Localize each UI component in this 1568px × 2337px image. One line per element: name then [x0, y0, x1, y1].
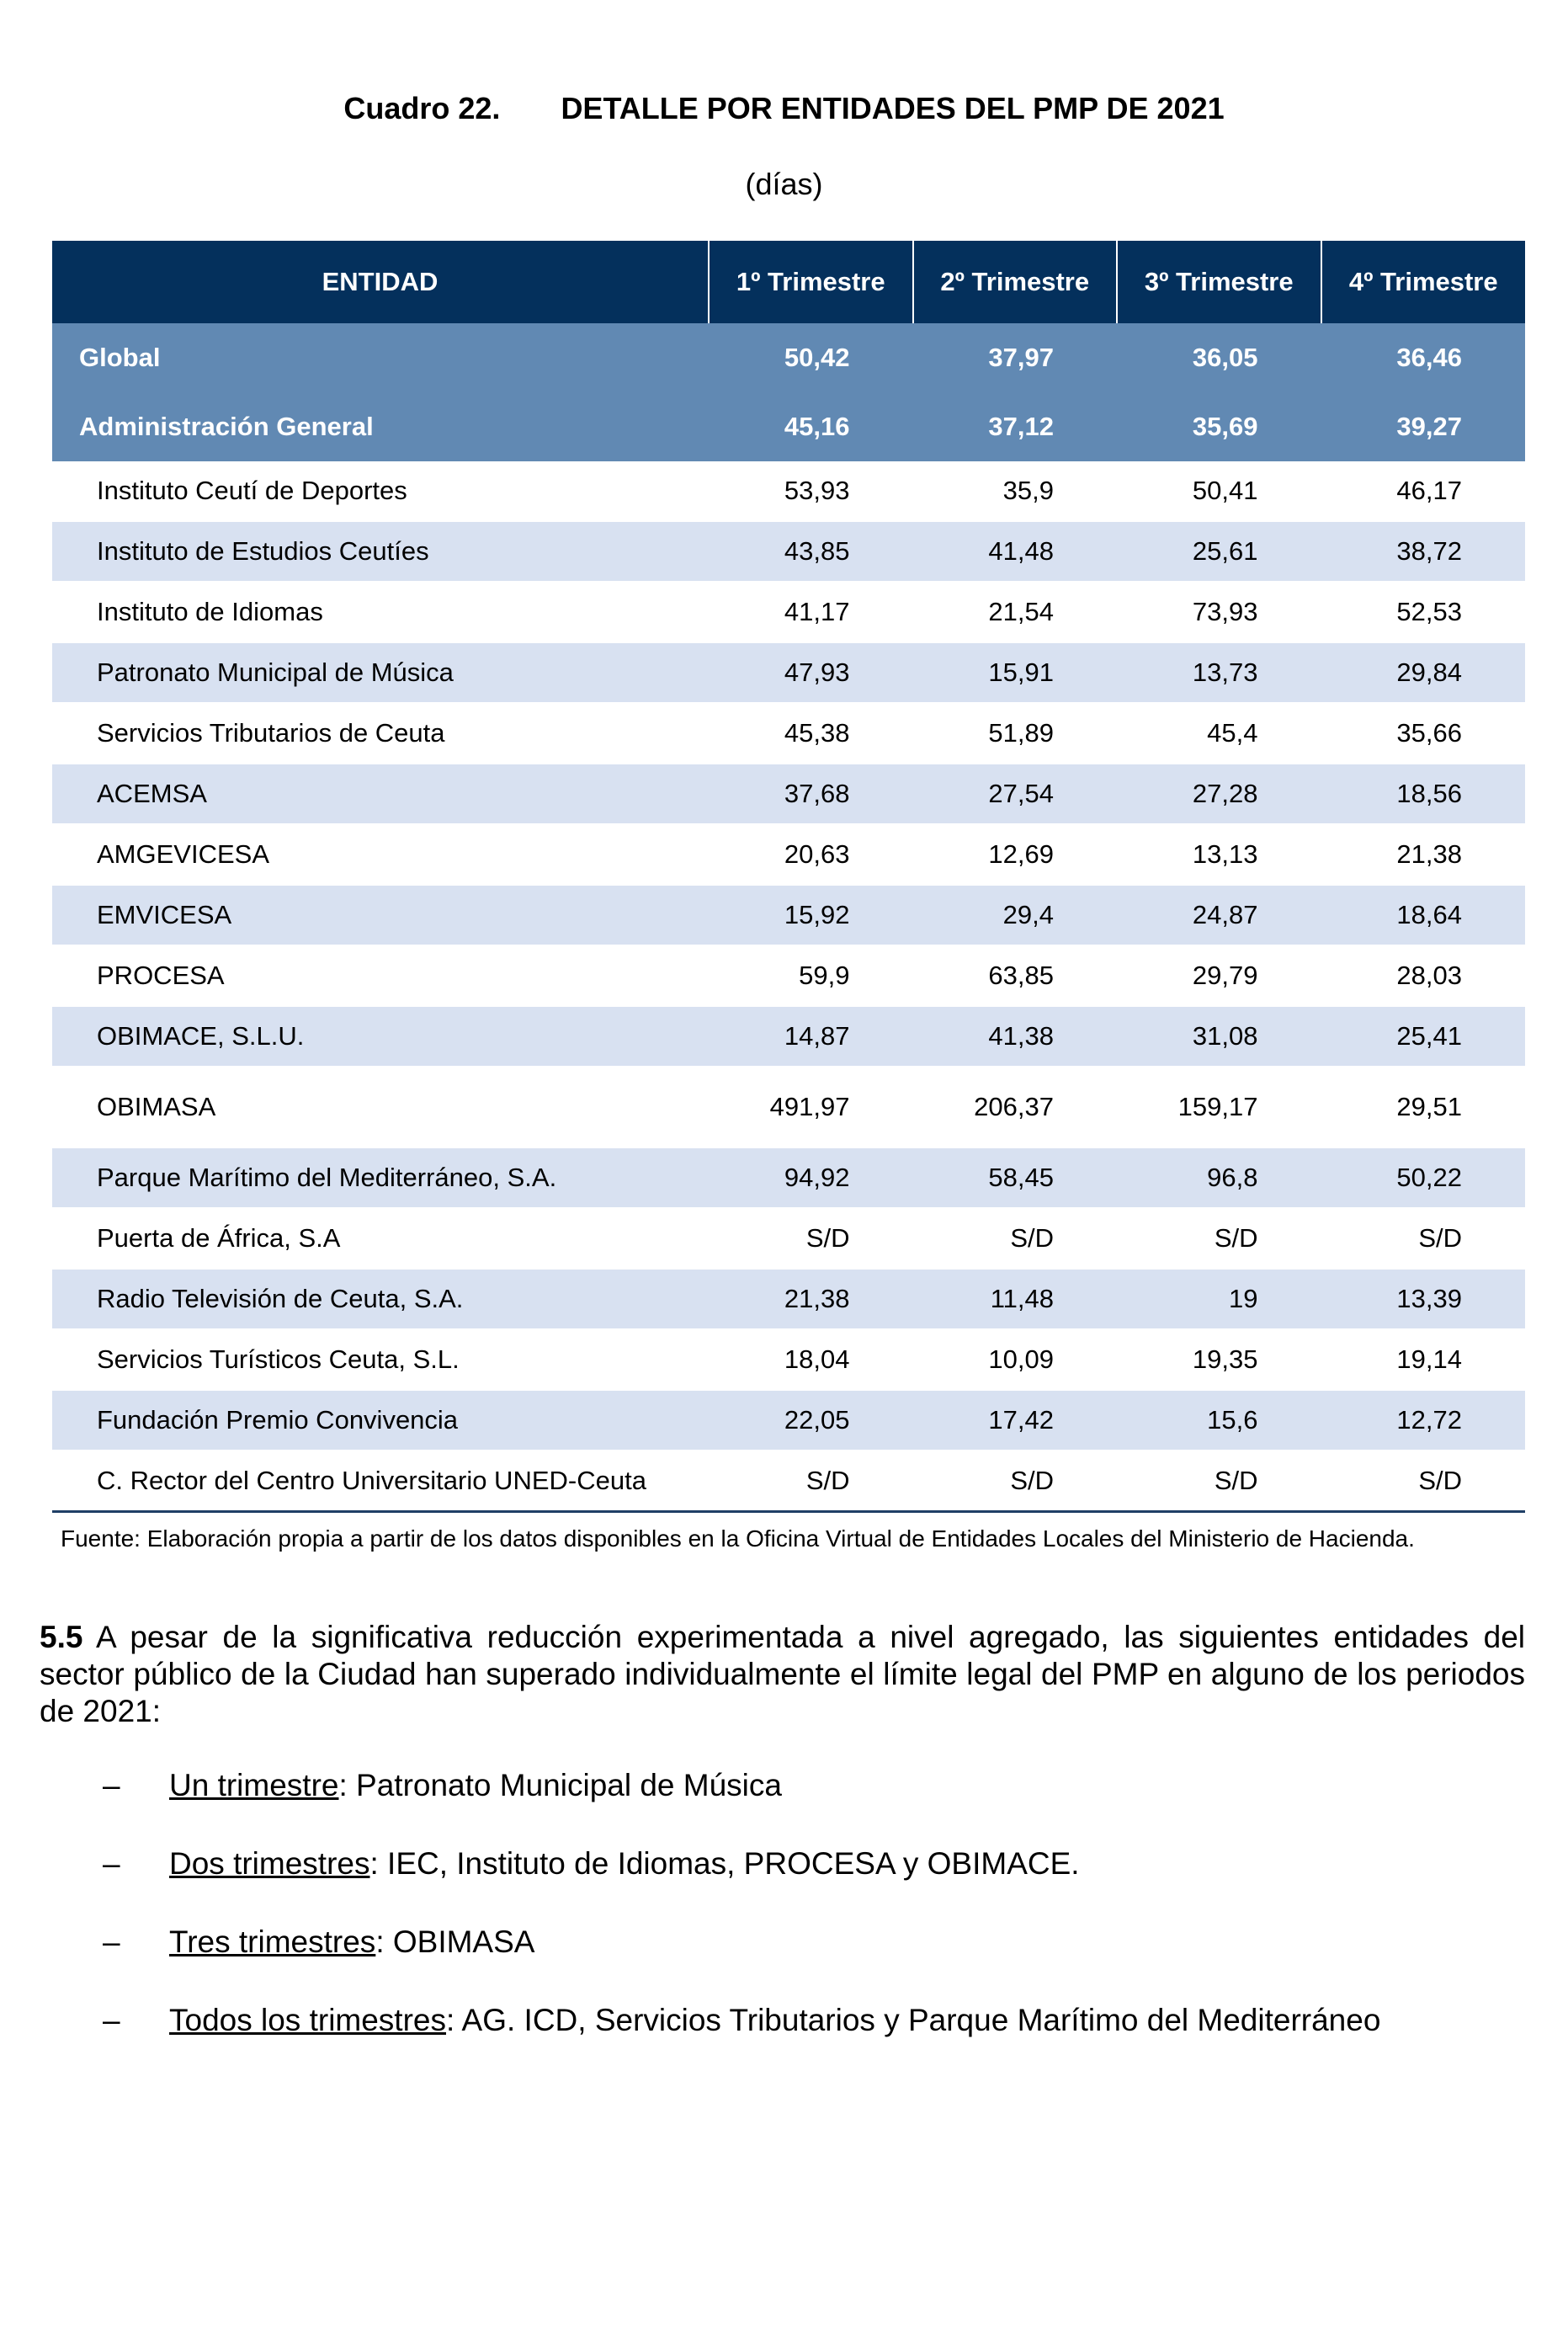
- value-q4: 29,51: [1321, 1067, 1526, 1147]
- value-q2: 37,97: [913, 323, 1118, 392]
- value-q1: 491,97: [709, 1067, 913, 1147]
- value-q2: 58,45: [913, 1147, 1118, 1208]
- list-item: [0, 2003, 1568, 2045]
- table-row: [52, 521, 1525, 582]
- value-q1: 18,04: [709, 1329, 913, 1390]
- entity-name: ACEMSA: [52, 764, 709, 824]
- header-q2: 2º Trimestre: [913, 241, 1118, 323]
- value-q4: 21,38: [1321, 824, 1526, 885]
- value-q3: 15,6: [1117, 1390, 1321, 1451]
- entity-name: Radio Televisión de Ceuta, S.A.: [52, 1269, 709, 1329]
- value-q1: 20,63: [709, 824, 913, 885]
- dash-marker: –: [103, 1846, 120, 1881]
- table-row: [52, 1208, 1525, 1269]
- value-q1: 14,87: [709, 1006, 913, 1067]
- value-q4: 36,46: [1321, 323, 1526, 392]
- entity-name: C. Rector del Centro Universitario UNED-Ceuta: [52, 1451, 709, 1512]
- table-row: [52, 764, 1525, 824]
- bullet-label: Todos los trimestres: [169, 2003, 446, 2037]
- value-q1: 37,68: [709, 764, 913, 824]
- entity-name: Global: [52, 323, 709, 392]
- value-q1: 53,93: [709, 461, 913, 521]
- value-q2: 41,38: [913, 1006, 1118, 1067]
- value-q3: 13,13: [1117, 824, 1321, 885]
- entity-name: Fundación Premio Convivencia: [52, 1390, 709, 1451]
- value-q2: S/D: [913, 1451, 1118, 1512]
- value-q4: 38,72: [1321, 521, 1526, 582]
- bullet-text: : Patronato Municipal de Música: [338, 1768, 782, 1802]
- entity-name: OBIMASA: [52, 1067, 709, 1147]
- value-q3: 36,05: [1117, 323, 1321, 392]
- table-header-row: [52, 241, 1525, 323]
- table-row: [52, 1067, 1525, 1147]
- value-q2: 63,85: [913, 945, 1118, 1006]
- value-q2: 10,09: [913, 1329, 1118, 1390]
- table-row: [52, 1451, 1525, 1512]
- table-row: [52, 703, 1525, 764]
- value-q2: 35,9: [913, 461, 1118, 521]
- value-q4: 50,22: [1321, 1147, 1526, 1208]
- value-q3: 45,4: [1117, 703, 1321, 764]
- value-q2: 206,37: [913, 1067, 1118, 1147]
- table-row: [52, 945, 1525, 1006]
- value-q1: 21,38: [709, 1269, 913, 1329]
- caption-number: Cuadro 22.: [343, 91, 501, 125]
- value-q3: 35,69: [1117, 392, 1321, 461]
- dash-marker: –: [103, 1924, 120, 1959]
- bullet-label: Tres trimestres: [169, 1924, 376, 1959]
- value-q3: 27,28: [1117, 764, 1321, 824]
- value-q1: 43,85: [709, 521, 913, 582]
- value-q4: 19,14: [1321, 1329, 1526, 1390]
- aggregate-row-global: [52, 323, 1525, 392]
- bullet-text: : IEC, Instituto de Idiomas, PROCESA y OBIMACE.: [369, 1846, 1080, 1881]
- value-q4: 18,56: [1321, 764, 1526, 824]
- entity-name: PROCESA: [52, 945, 709, 1006]
- table-row: [52, 885, 1525, 945]
- value-q1: 41,17: [709, 582, 913, 642]
- entity-name: Instituto de Estudios Ceutíes: [52, 521, 709, 582]
- value-q3: 29,79: [1117, 945, 1321, 1006]
- table-row: [52, 1269, 1525, 1329]
- table-caption: [0, 91, 1568, 126]
- bullet-label: Dos trimestres: [169, 1846, 370, 1881]
- value-q2: 21,54: [913, 582, 1118, 642]
- list-item: [0, 1846, 1568, 1888]
- entity-name: Parque Marítimo del Mediterráneo, S.A.: [52, 1147, 709, 1208]
- pmp-table: [52, 241, 1525, 1513]
- value-q3: 31,08: [1117, 1006, 1321, 1067]
- table-row: [52, 1390, 1525, 1451]
- bullet-label: Un trimestre: [169, 1768, 339, 1802]
- entity-name: Servicios Turísticos Ceuta, S.L.: [52, 1329, 709, 1390]
- entity-name: Instituto Ceutí de Deportes: [52, 461, 709, 521]
- list-item: [0, 1768, 1568, 1810]
- caption-text: DETALLE POR ENTIDADES DEL PMP DE 2021: [561, 91, 1225, 125]
- entity-name: OBIMACE, S.L.U.: [52, 1006, 709, 1067]
- table-row: [52, 642, 1525, 703]
- table-row: [52, 824, 1525, 885]
- header-q1: 1º Trimestre: [709, 241, 913, 323]
- value-q1: 94,92: [709, 1147, 913, 1208]
- header-q4: 4º Trimestre: [1321, 241, 1526, 323]
- value-q2: 11,48: [913, 1269, 1118, 1329]
- value-q4: S/D: [1321, 1451, 1526, 1512]
- value-q1: S/D: [709, 1451, 913, 1512]
- value-q1: 50,42: [709, 323, 913, 392]
- value-q4: 52,53: [1321, 582, 1526, 642]
- bullet-text: : AG. ICD, Servicios Tributarios y Parque Marítimo del Mediterráneo: [446, 2003, 1381, 2037]
- value-q4: 28,03: [1321, 945, 1526, 1006]
- dash-marker: –: [103, 1768, 120, 1802]
- value-q2: 17,42: [913, 1390, 1118, 1451]
- value-q4: 18,64: [1321, 885, 1526, 945]
- value-q3: 24,87: [1117, 885, 1321, 945]
- entity-name: Instituto de Idiomas: [52, 582, 709, 642]
- table-row: [52, 582, 1525, 642]
- section-number: 5.5: [40, 1620, 83, 1654]
- table-row: [52, 1147, 1525, 1208]
- table-row: [52, 461, 1525, 521]
- table-row: [52, 1006, 1525, 1067]
- value-q2: 29,4: [913, 885, 1118, 945]
- value-q2: 12,69: [913, 824, 1118, 885]
- value-q2: 15,91: [913, 642, 1118, 703]
- value-q1: S/D: [709, 1208, 913, 1269]
- value-q4: 13,39: [1321, 1269, 1526, 1329]
- value-q3: 19,35: [1117, 1329, 1321, 1390]
- value-q2: 41,48: [913, 521, 1118, 582]
- value-q2: 27,54: [913, 764, 1118, 824]
- bullet-text: : OBIMASA: [375, 1924, 535, 1959]
- units-label: (días): [745, 167, 823, 201]
- value-q4: 35,66: [1321, 703, 1526, 764]
- dash-marker: –: [103, 2003, 120, 2037]
- value-q4: 12,72: [1321, 1390, 1526, 1451]
- value-q4: S/D: [1321, 1208, 1526, 1269]
- value-q2: 37,12: [913, 392, 1118, 461]
- entity-name: Servicios Tributarios de Ceuta: [52, 703, 709, 764]
- value-q4: 46,17: [1321, 461, 1526, 521]
- value-q3: 159,17: [1117, 1067, 1321, 1147]
- entity-name: Puerta de África, S.A: [52, 1208, 709, 1269]
- value-q3: 73,93: [1117, 582, 1321, 642]
- value-q3: 13,73: [1117, 642, 1321, 703]
- value-q1: 47,93: [709, 642, 913, 703]
- table-row: [52, 1329, 1525, 1390]
- header-q3: 3º Trimestre: [1117, 241, 1321, 323]
- value-q1: 45,16: [709, 392, 913, 461]
- value-q4: 39,27: [1321, 392, 1526, 461]
- value-q3: S/D: [1117, 1208, 1321, 1269]
- entity-name: Patronato Municipal de Música: [52, 642, 709, 703]
- value-q1: 15,92: [709, 885, 913, 945]
- header-entidad: ENTIDAD: [52, 241, 709, 323]
- value-q2: S/D: [913, 1208, 1118, 1269]
- entity-name: EMVICESA: [52, 885, 709, 945]
- value-q4: 29,84: [1321, 642, 1526, 703]
- entity-name: AMGEVICESA: [52, 824, 709, 885]
- value-q2: 51,89: [913, 703, 1118, 764]
- aggregate-row-administracion: [52, 392, 1525, 461]
- value-q3: S/D: [1117, 1451, 1321, 1512]
- table-source-note: Fuente: Elaboración propia a partir de los datos disponibles en la Oficina Virtual de Entidades Locales del Ministerio de Hacienda.: [61, 1525, 1415, 1552]
- paragraph-text: A pesar de la significativa reducción experimentada a nivel agregado, las siguientes entidades del sector público de la Ciudad han superado individualmente el límite legal del PMP en alguno de los periodos de 2021:: [40, 1620, 1525, 1728]
- value-q1: 59,9: [709, 945, 913, 1006]
- value-q3: 19: [1117, 1269, 1321, 1329]
- value-q3: 25,61: [1117, 521, 1321, 582]
- entity-name: Administración General: [52, 392, 709, 461]
- value-q1: 45,38: [709, 703, 913, 764]
- section-paragraph: [40, 1619, 1525, 1730]
- value-q3: 96,8: [1117, 1147, 1321, 1208]
- value-q4: 25,41: [1321, 1006, 1526, 1067]
- value-q3: 50,41: [1117, 461, 1321, 521]
- value-q1: 22,05: [709, 1390, 913, 1451]
- list-item: [0, 1924, 1568, 1967]
